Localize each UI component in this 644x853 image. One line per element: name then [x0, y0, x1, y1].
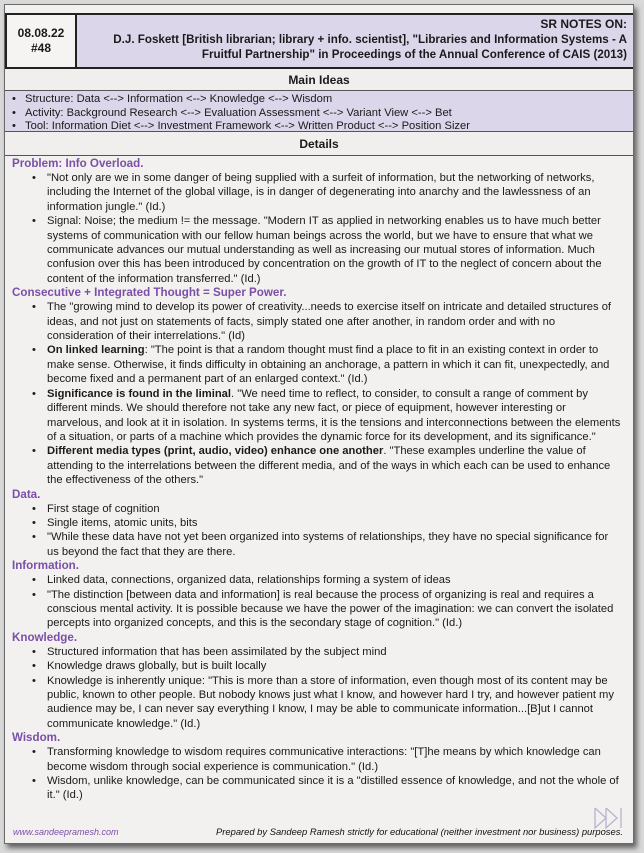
section-title-consecutive-thought: Consecutive + Integrated Thought = Super Power. — [12, 286, 287, 300]
detail-item: • Significance is found in the liminal. "We need time to reflect, to consider, to consult a range of comment by different minds. We should therefore not take any new fact, or piece of equipment, however interesting or marvelous, and look at it in isolation. In systems terms, it is the tensions and interconnections between the elements of a situation, or parts of a machine which provides the dynamic force for its development, and its significance." — [12, 387, 625, 445]
section-title-wisdom: Wisdom. — [12, 731, 61, 745]
detail-item: • Knowledge is inherently unique: "This is more than a store of information, even though most of its content may be public, known to other people. But nobody knows just what I know, and however hard I try, and however patient my audience may be, I can never say everything I know, I may be able to communicate information...[B]ut I cannot communicate knowledge." (Id.) — [12, 674, 625, 732]
bold-lead: Different media types (print, audio, video) enhance one another — [47, 445, 384, 458]
notes-label: SR NOTES ON: — [540, 17, 627, 31]
details-body — [5, 157, 633, 803]
title-box — [77, 15, 633, 67]
detail-item: • "Not only are we in some danger of being supplied with a surfeit of information, but the networking of networks, including the Internet of the global village, is in danger of degenerating into anarchy and the lawlessness of an information jungle." (Id.) — [12, 171, 625, 214]
detail-item: • Wisdom, unlike knowledge, can be communicated since it is a "distilled essence of knowledge, and not the whole of it." (Id.) — [12, 774, 625, 803]
section-list — [12, 745, 625, 803]
detail-item: • Knowledge draws globally, but is built locally — [12, 659, 625, 673]
detail-item: • Single items, atomic units, bits — [12, 516, 625, 530]
section-list — [12, 502, 625, 560]
detail-item: • The "growing mind to develop its power of creativity...needs to exercise itself on intricate and detailed structures of ideas, and not just on statements of facts, simply stated one after another, in random order and with no consideration of their interrelations." (Id) — [12, 300, 625, 343]
detail-item: • Signal: Noise; the medium != the message. "Modern IT as applied in networking enables us to have much better systems of communication with our fellow human beings across the world, but we have to ensure that what we communicate advances our mutual understanding as well as increasing our mutual stores of information. Much confusion over this has been introduced by concentration on the growth of IT to the neglect of concern about the content of the information transferred." (Id.) — [12, 214, 625, 286]
section-list — [12, 171, 625, 286]
main-idea-item: • Structure: Data <--> Information <--> Knowledge <--> Wisdom — [5, 93, 633, 107]
details-heading: Details — [5, 132, 633, 156]
date-number-box — [5, 15, 77, 67]
bold-lead: Significance is found in the liminal — [47, 387, 231, 400]
title-line-1: D.J. Foskett [British librarian; library + info. scientist], "Libraries and Information Systems - A — [113, 33, 627, 46]
title-line-2: Fruitful Partnership" in Proceedings of the Annual Conference of CAIS (2013) — [201, 48, 627, 61]
section-list — [12, 573, 625, 631]
main-ideas-heading: Main Ideas — [5, 69, 633, 91]
main-ideas-list — [5, 91, 633, 132]
section-title-data: Data. — [12, 487, 41, 501]
detail-item: • "The distinction [between data and information] is real because the process of organizing is real and requires a conscious mental activity. It is possible because we have the power of the imagination: we can convert the isolated percepts into organized concepts, and this is the secondary stage of cognition." (Id.) — [12, 588, 625, 631]
detail-item: • Structured information that has been assimilated by the subject mind — [12, 645, 625, 659]
detail-item: • "While these data have not yet been organized into systems of relationships, they have no special significance for us beyond the fact that they are there. — [12, 530, 625, 559]
detail-item: • Transforming knowledge to wisdom requires communicative interactions: "[T]he means by which knowledge can become wisdom through social experience is communication." (Id.) — [12, 745, 625, 774]
date: 08.08.22 — [17, 26, 65, 40]
note-number: #48 — [30, 41, 52, 55]
detail-item: • On linked learning: "The point is that a random thought must find a place to fit in an existing context in order to make sense. Otherwise, it finds difficulty in obtaining an anchorage, a pattern in which it can fit, unexpectedly, and become fixed and a permanent part of an enlarged context." (Id.) — [12, 343, 625, 386]
page-header — [5, 13, 633, 69]
bold-lead: On linked learning — [47, 344, 145, 357]
section-title-knowledge: Knowledge. — [12, 630, 78, 644]
detail-item: • Linked data, connections, organized data, relationships forming a system of ideas — [12, 573, 625, 587]
section-list — [12, 300, 625, 487]
section-title-information: Information. — [12, 559, 79, 573]
section-list — [12, 645, 625, 731]
main-idea-item: • Tool: Information Diet <--> Investment Framework <--> Written Product <--> Position Sizer — [5, 120, 633, 134]
main-idea-item: • Activity: Background Research <--> Evaluation Assessment <--> Variant View <--> Bet — [5, 107, 633, 121]
website-link[interactable]: www.sandeepramesh.com — [13, 827, 119, 837]
notes-page — [4, 4, 634, 844]
detail-item: • Different media types (print, audio, video) enhance one another. "These examples underline the value of attending to the interrelations between the different media, and of the ways in which each can be used to enhance the effectiveness of the others." — [12, 444, 625, 487]
disclaimer: Prepared by Sandeep Ramesh strictly for educational (neither investment nor business) purposes. — [216, 826, 623, 837]
detail-item: • First stage of cognition — [12, 502, 625, 516]
section-title-problem: Problem: Info Overload. — [12, 157, 144, 170]
